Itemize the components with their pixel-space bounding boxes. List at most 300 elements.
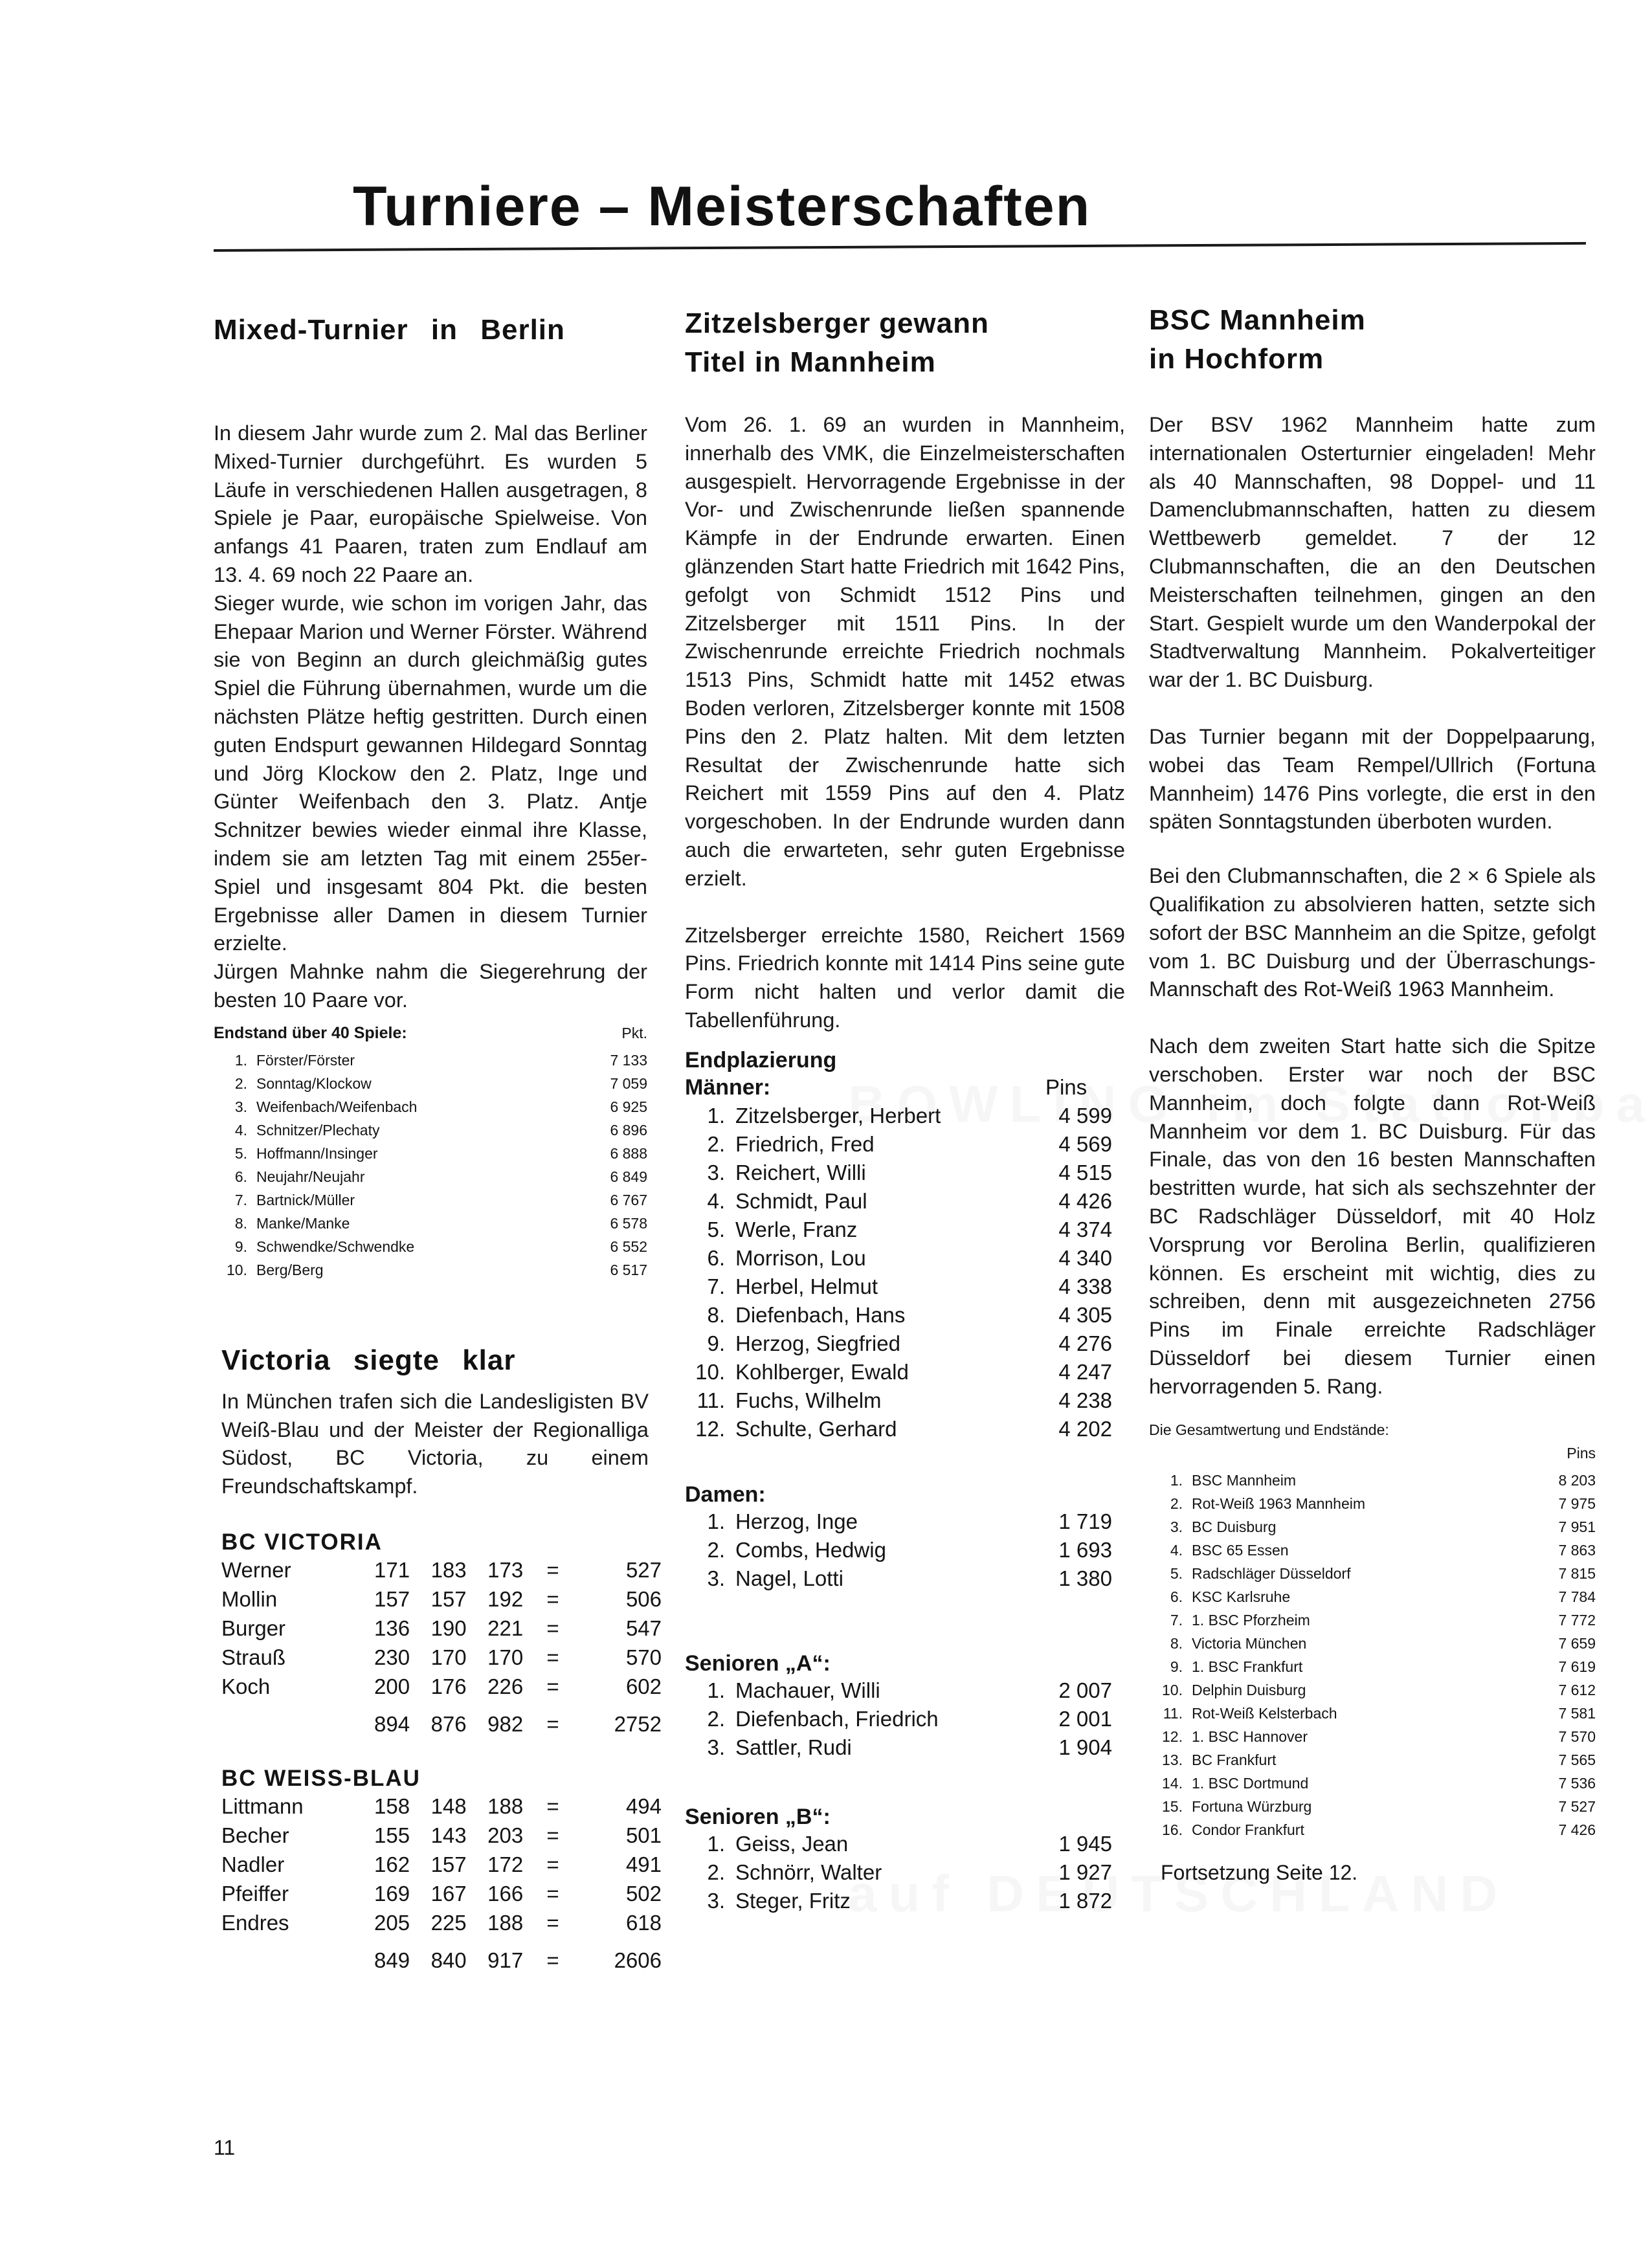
rank: 8. <box>707 1302 725 1327</box>
player-name: Kohlberger, Ewald <box>735 1359 909 1384</box>
player-name: Morrison, Lou <box>735 1245 866 1270</box>
player-row <box>221 1584 662 1614</box>
article-paragraph: Nach dem zweiten Start hatte sich die Spitze verschoben. Erster war noch der BSC Mannheim, doch folgte dann Rot-Weiß Mannheim vor dem 1. BC Duisburg. Für das Finale, das von den 16 besten Mannschaften bestritten wurde, hat sich als sechszehnter der BC Radschläger Düsseldorf, mit 40 Holz Vorsprung vor Berolina Berlin, qualifizieren können. Es erscheint mit wichtig, dies zu schreiben, denn mit ausgezeichneten 2756 Pins im Finale erreichte Radschläger Düsseldorf bei diesem Turnier einen hervorragenden 5. Rang. <box>1149 1034 1596 1398</box>
category-label: Männer: <box>685 1074 771 1100</box>
rank: 3. <box>707 1888 725 1913</box>
player-name: Littmann <box>221 1794 304 1818</box>
player-row <box>221 1821 662 1850</box>
result-row <box>685 1244 1112 1273</box>
equals-sign: = <box>546 1910 559 1935</box>
rank: 3. <box>1170 1518 1183 1535</box>
score-table <box>221 1555 662 1739</box>
standings-unit: Pkt. <box>621 1024 647 1041</box>
sum-score: 876 <box>430 1711 467 1736</box>
standings-row <box>214 1095 647 1118</box>
club-name: KSC Karlsruhe <box>1192 1588 1291 1605</box>
game-score: 172 <box>487 1852 524 1876</box>
pins: 4 515 <box>1058 1160 1112 1184</box>
rank: 2. <box>707 1131 725 1156</box>
team-block-weiss-blau <box>221 1765 662 1975</box>
player-total: 602 <box>625 1674 662 1698</box>
club-name: BC Frankfurt <box>1192 1751 1277 1768</box>
points: 6 888 <box>610 1144 647 1162</box>
article-paragraph: Sieger wurde, wie schon im vorigen Jahr, das Ehepaar Marion und Werner Förster. Während sie von Beginn an durch gleichmäßig gutes Spiel die Führung übernahmen, wurde um die nächsten Plätze heftig gestritten. Durch einen guten Endspurt gewannen Hildegard Sonntag und Jörg Klockow den 2. Platz, Inge und Günter Weifenbach den 3. Platz. Antje Schnitzer bewies wieder einmal ihre Klasse, indem sie am letzten Tag mit einem 255er-Spiel und insgesamt 804 Pkt. die besten Ergebnisse aller Damen in diesem Turnier erzielte. <box>214 591 647 955</box>
rank: 1. <box>1170 1471 1183 1489</box>
pins: 1 693 <box>1058 1537 1112 1562</box>
pins: 7 527 <box>1558 1797 1596 1815</box>
player-name: Combs, Hedwig <box>735 1537 886 1562</box>
rank: 2. <box>234 1074 247 1092</box>
result-row <box>685 1676 1112 1705</box>
standings-row <box>1149 1585 1596 1608</box>
rank: 3. <box>707 1566 725 1590</box>
club-name: Condor Frankfurt <box>1192 1821 1304 1838</box>
game-score: 190 <box>430 1616 467 1640</box>
game-score: 205 <box>374 1910 410 1935</box>
article-heading: Victoria siegte klar <box>221 1344 516 1376</box>
sum-score: 849 <box>374 1948 410 1972</box>
player-total: 506 <box>625 1586 662 1611</box>
result-row <box>685 1887 1112 1915</box>
player-total: 618 <box>625 1910 662 1935</box>
player-name: Steger, Fritz <box>735 1888 851 1913</box>
game-score: 192 <box>487 1586 524 1611</box>
rank: 2. <box>1170 1495 1183 1512</box>
equals-sign: = <box>546 1794 559 1818</box>
article-heading-line2: in Hochform <box>1149 343 1324 375</box>
result-row <box>685 1415 1112 1443</box>
player-name: Reichert, Willi <box>735 1160 866 1184</box>
club-name: 1. BSC Pforzheim <box>1192 1611 1310 1629</box>
game-score: 221 <box>487 1616 524 1640</box>
standings-row <box>1149 1678 1596 1702</box>
result-row <box>685 1705 1112 1733</box>
equals-sign: = <box>546 1674 559 1698</box>
player-total: 502 <box>625 1881 662 1906</box>
player-row <box>221 1643 662 1672</box>
player-total: 501 <box>625 1823 662 1847</box>
standings-label: Die Gesamtwertung und Endstände: <box>1149 1421 1389 1438</box>
result-row <box>685 1329 1112 1358</box>
pair-name: Neujahr/Neujahr <box>256 1168 365 1185</box>
pins: 4 569 <box>1058 1131 1112 1156</box>
pins: 4 374 <box>1058 1217 1112 1241</box>
result-row <box>685 1358 1112 1386</box>
points: 6 517 <box>610 1261 647 1278</box>
pins: 7 565 <box>1558 1751 1596 1768</box>
player-name: Mollin <box>221 1586 278 1611</box>
rank: 1. <box>707 1103 725 1128</box>
game-score: 230 <box>374 1645 410 1669</box>
sum-score: 982 <box>487 1711 524 1736</box>
result-row <box>685 1159 1112 1187</box>
article-paragraph: Bei den Clubmannschaften, die 2 × 6 Spiele als Qualifikation zu absolvieren hatten, setzte sich sofort der BSC Mannheim an die Spitze, gefolgt vom 1. BC Duisburg und der Überraschungs-Mannschaft des Rot-Weiß 1963 Mannheim. <box>1149 864 1596 1001</box>
pins: 4 599 <box>1058 1103 1112 1128</box>
player-name: Schmidt, Paul <box>735 1188 867 1213</box>
article-paragraph: Vom 26. 1. 69 an wurden in Mannheim, innerhalb des VMK, die Einzelmeisterschaften ausgespielt. Hervorragende Ergebnisse in der Vor- und Zwischenrunde ließen spannende Kämpfe in der Endrunde erwarten. Einen glänzenden Start hatte Friedrich mit 1642 Pins, gefolgt von Schmidt 1512 Pins und Zitzelsberger mit 1511 Pins. In der Zwischenrunde erreichte Friedrich nochmals 1513 Pins, Schmidt hatte mit 1452 etwas Boden verloren, Zitzelsberger konnte mit 1508 Pins den 2. Platz halten. Mit dem letzten Resultat der Zwischenrunde hatte sich Reichert mit 1559 Pins auf den 4. Platz vorgeschoben. In der Endrunde wurden dann auch die erwarteten, sehr guten Ergebnisse erzielt. <box>685 413 1125 890</box>
article-paragraph: Der BSV 1962 Mannheim hatte zum internationalen Osterturnier eingeladen! Mehr als 40 Mannschaften, 98 Doppel- und 11 Damenclubmannschaften, hatten zu diesem Wettbewerb gemeldet. 7 der 12 Clubmannschaften, die an den Deutschen Meisterschaften teilnehmen, gingen an den Start. Gespielt wurde um den Wanderpokal der Stadtverwaltung Mannheim. Pokalverteitiger war der 1. BC Duisburg. <box>1149 413 1596 692</box>
result-row <box>685 1301 1112 1329</box>
game-score: 170 <box>430 1645 467 1669</box>
result-row <box>685 1830 1112 1858</box>
table-header <box>685 1073 1112 1102</box>
pins: 7 426 <box>1558 1821 1596 1838</box>
pins: 7 536 <box>1558 1774 1596 1792</box>
standings-row <box>1149 1818 1596 1841</box>
result-row <box>685 1733 1112 1762</box>
pins: 4 340 <box>1058 1245 1112 1270</box>
club-standings-table <box>1149 1418 1596 1841</box>
player-name: Endres <box>221 1910 289 1935</box>
player-name: Schnörr, Walter <box>735 1860 882 1884</box>
equals-sign: = <box>546 1616 559 1640</box>
article-paragraph: Jürgen Mahnke nahm die Siegerehrung der besten 10 Paare vor. <box>214 960 647 1012</box>
equals-sign: = <box>546 1557 559 1582</box>
club-name: Rot-Weiß Kelsterbach <box>1192 1704 1337 1722</box>
article-heading-line1: BSC Mannheim <box>1149 304 1366 336</box>
player-row <box>221 1850 662 1879</box>
article-zitzelsberger <box>685 304 1125 1915</box>
player-name: Herzog, Inge <box>735 1509 858 1533</box>
player-name: Diefenbach, Friedrich <box>735 1706 939 1731</box>
page-number: 11 <box>214 2136 236 2159</box>
equals-sign: = <box>546 1852 559 1876</box>
equals-sign: = <box>546 1881 559 1906</box>
player-row <box>221 1879 662 1908</box>
game-score: 143 <box>430 1823 467 1847</box>
game-score: 136 <box>374 1616 410 1640</box>
rank: 2. <box>707 1860 725 1884</box>
rank: 1. <box>707 1831 725 1856</box>
game-score: 155 <box>374 1823 410 1847</box>
player-total: 527 <box>625 1557 662 1582</box>
result-row <box>685 1102 1112 1130</box>
rank: 16. <box>1162 1821 1183 1838</box>
article-victoria-siegte-klar <box>214 1341 662 1975</box>
standings-row <box>1149 1608 1596 1632</box>
player-name: Friedrich, Fred <box>735 1131 875 1156</box>
rank: 10. <box>227 1261 247 1278</box>
pins: 7 581 <box>1558 1704 1596 1722</box>
pins: 7 570 <box>1558 1728 1596 1745</box>
player-name: Becher <box>221 1823 289 1847</box>
club-name: 1. BSC Dortmund <box>1192 1774 1309 1792</box>
seniors-b-results-table <box>685 1830 1112 1915</box>
men-results-table <box>685 1073 1112 1443</box>
pins: 7 619 <box>1558 1658 1596 1675</box>
game-score: 157 <box>374 1586 410 1611</box>
equals-sign: = <box>546 1586 559 1611</box>
page-title: Turniere – Meisterschaften <box>353 175 1091 238</box>
pins: 7 863 <box>1558 1541 1596 1559</box>
pair-name: Sonntag/Klockow <box>256 1074 372 1092</box>
player-name: Strauß <box>221 1645 286 1669</box>
game-score: 167 <box>430 1881 467 1906</box>
points: 7 059 <box>610 1074 647 1092</box>
club-name: Rot-Weiß 1963 Mannheim <box>1192 1495 1366 1512</box>
rank: 8. <box>234 1214 247 1232</box>
standings-row <box>1149 1515 1596 1539</box>
rank: 9. <box>707 1331 725 1355</box>
result-row <box>685 1564 1112 1593</box>
player-name: Herzog, Siegfried <box>735 1331 900 1355</box>
game-score: 225 <box>430 1910 467 1935</box>
rank: 6. <box>1170 1588 1183 1605</box>
player-name: Burger <box>221 1616 286 1640</box>
game-score: 169 <box>374 1881 410 1906</box>
player-name: Werle, Franz <box>735 1217 858 1241</box>
player-name: Sattler, Rudi <box>735 1735 852 1759</box>
rank: 7. <box>1170 1611 1183 1629</box>
pins: 1 927 <box>1058 1860 1112 1884</box>
sum-score: 894 <box>374 1711 410 1736</box>
standings-row <box>1149 1539 1596 1562</box>
endplazierung-label: Endplazierung <box>685 1047 837 1073</box>
player-name: Diefenbach, Hans <box>735 1302 906 1327</box>
category-label: Damen: <box>685 1482 766 1507</box>
standings-row <box>1149 1748 1596 1772</box>
standings-unit: Pins <box>1567 1444 1596 1462</box>
game-score: 148 <box>430 1794 467 1818</box>
rank: 12. <box>1162 1728 1183 1745</box>
rank: 3. <box>707 1160 725 1184</box>
column-middle <box>685 304 1125 1915</box>
pins: 4 338 <box>1058 1274 1112 1298</box>
game-score: 176 <box>430 1674 467 1698</box>
rank: 5. <box>1170 1564 1183 1582</box>
points: 6 578 <box>610 1214 647 1232</box>
result-row <box>685 1273 1112 1301</box>
player-name: Fuchs, Wilhelm <box>735 1388 882 1412</box>
pins: 1 719 <box>1058 1509 1112 1533</box>
points: 6 767 <box>610 1191 647 1208</box>
pins: 7 612 <box>1558 1681 1596 1698</box>
player-total: 491 <box>625 1852 662 1876</box>
player-name: Nagel, Lotti <box>735 1566 843 1590</box>
standings-label: Endstand über 40 Spiele: <box>214 1023 407 1042</box>
team-total: 2606 <box>614 1948 662 1972</box>
pins: 1 904 <box>1058 1735 1112 1759</box>
rank: 15. <box>1162 1797 1183 1815</box>
rank: 9. <box>234 1238 247 1255</box>
pins: 4 238 <box>1058 1388 1112 1412</box>
rank: 3. <box>234 1098 247 1115</box>
column-right <box>1149 301 1596 1885</box>
pins: 4 202 <box>1058 1416 1112 1441</box>
player-name: Werner <box>221 1557 291 1582</box>
sum-score: 917 <box>487 1948 524 1972</box>
result-row <box>685 1507 1112 1536</box>
standings-header <box>1149 1418 1596 1441</box>
result-row <box>685 1216 1112 1244</box>
team-total: 2752 <box>614 1711 662 1736</box>
player-row <box>221 1792 662 1821</box>
rank: 11. <box>1163 1704 1183 1722</box>
standings-row <box>1149 1562 1596 1585</box>
points: 6 925 <box>610 1098 647 1115</box>
team-name: BC WEISS-BLAU <box>221 1765 421 1791</box>
article-heading-line1: Zitzelsberger gewann <box>685 307 989 339</box>
standings-header <box>214 1021 647 1045</box>
standings-unit-row <box>1149 1441 1596 1465</box>
standings-row <box>1149 1772 1596 1795</box>
standings-row <box>1149 1632 1596 1655</box>
player-row <box>221 1672 662 1701</box>
team-sum-row <box>221 1701 662 1739</box>
rank: 5. <box>234 1144 247 1162</box>
rank: 1. <box>707 1678 725 1702</box>
points: 7 133 <box>610 1051 647 1069</box>
rank: 13. <box>1162 1751 1183 1768</box>
article-heading: Mixed-Turnier in Berlin <box>214 314 565 346</box>
pins: 1 380 <box>1058 1566 1112 1590</box>
rank: 4. <box>234 1121 247 1139</box>
equals-sign: = <box>546 1823 559 1847</box>
player-total: 570 <box>625 1645 662 1669</box>
game-score: 188 <box>487 1794 524 1818</box>
article-paragraph: In München trafen sich die Landesligisten BV Weiß-Blau und der Meister der Regionalliga Südost, BC Victoria, zu einem Freundschaftskampf. <box>221 1389 649 1498</box>
standings-row <box>214 1188 647 1212</box>
player-row <box>221 1614 662 1643</box>
rank: 5. <box>707 1217 725 1241</box>
article-mixed-turnier-berlin <box>214 311 647 1282</box>
standings-row <box>214 1212 647 1235</box>
pins: 4 305 <box>1058 1302 1112 1327</box>
equals-sign: = <box>546 1948 559 1972</box>
article-bsc-mannheim <box>1149 301 1596 1885</box>
player-name: Machauer, Willi <box>735 1678 880 1702</box>
player-total: 494 <box>625 1794 662 1818</box>
club-name: BSC 65 Essen <box>1192 1541 1289 1559</box>
pins: 2 001 <box>1058 1706 1112 1731</box>
pins: 7 659 <box>1558 1634 1596 1652</box>
club-name: Delphin Duisburg <box>1192 1681 1306 1698</box>
result-row <box>685 1536 1112 1564</box>
game-score: 157 <box>430 1852 467 1876</box>
rank: 10. <box>1162 1681 1183 1698</box>
standings-row <box>214 1118 647 1142</box>
pins: 4 426 <box>1058 1188 1112 1213</box>
rank: 6. <box>707 1245 725 1270</box>
pair-name: Hoffmann/Insinger <box>256 1144 378 1162</box>
pair-name: Berg/Berg <box>256 1261 324 1278</box>
rank: 6. <box>234 1168 247 1185</box>
rank: 9. <box>1170 1658 1183 1675</box>
column-left <box>214 311 662 1975</box>
equals-sign: = <box>546 1711 559 1736</box>
game-score: 226 <box>487 1674 524 1698</box>
club-name: Radschläger Düsseldorf <box>1192 1564 1351 1582</box>
article-heading-line2: Titel in Mannheim <box>685 346 936 378</box>
category-label: Senioren „A“: <box>685 1651 831 1676</box>
pins: 2 007 <box>1058 1678 1112 1702</box>
team-block-victoria <box>221 1529 662 1739</box>
game-score: 166 <box>487 1881 524 1906</box>
game-score: 188 <box>487 1910 524 1935</box>
pair-name: Manke/Manke <box>256 1214 350 1232</box>
pins: 1 945 <box>1058 1831 1112 1856</box>
club-name: 1. BSC Frankfurt <box>1192 1658 1303 1675</box>
pins: 4 247 <box>1058 1359 1112 1384</box>
game-score: 162 <box>374 1852 410 1876</box>
rank: 11. <box>697 1388 725 1412</box>
player-name: Herbel, Helmut <box>735 1274 878 1298</box>
standings-table <box>214 1021 647 1282</box>
game-score: 171 <box>374 1557 410 1582</box>
game-score: 200 <box>374 1674 410 1698</box>
article-paragraph: Das Turnier begann mit der Doppelpaarung, wobei das Team Rempel/Ullrich (Fortuna Mannheim) 1476 Pins vorlegte, die erst in den späten Sonntagstunden überboten wurden. <box>1149 724 1596 834</box>
rank: 14. <box>1162 1774 1183 1792</box>
team-sum-row <box>221 1937 662 1975</box>
women-results-table <box>685 1507 1112 1593</box>
rank: 8. <box>1170 1634 1183 1652</box>
rank: 10. <box>695 1359 725 1384</box>
pins: 1 872 <box>1058 1888 1112 1913</box>
rank: 7. <box>234 1191 247 1208</box>
sum-score: 840 <box>430 1948 467 1972</box>
club-name: Fortuna Würzburg <box>1192 1797 1312 1815</box>
category-label: Senioren „B“: <box>685 1804 831 1829</box>
rank: 1. <box>234 1051 247 1069</box>
unit-label: Pins <box>1045 1074 1088 1099</box>
pins: 7 815 <box>1558 1564 1596 1582</box>
article-paragraph: In diesem Jahr wurde zum 2. Mal das Berliner Mixed-Turnier durchgeführt. Es wurden 5 Läufe in verschiedenen Hallen ausgetragen, 8 Spiele je Paar, europäische Spielweise. Von anfangs 41 Paaren, traten zum Endlauf am 13. 4. 69 noch 22 Paare an. <box>214 421 647 586</box>
game-score: 183 <box>430 1557 467 1582</box>
title-rule <box>214 242 1586 252</box>
rank: 2. <box>707 1537 725 1562</box>
pair-name: Schnitzer/Plechaty <box>256 1121 380 1139</box>
rank: 1. <box>707 1509 725 1533</box>
standings-row <box>214 1049 647 1072</box>
pins: 7 772 <box>1558 1611 1596 1629</box>
points: 6 552 <box>610 1238 647 1255</box>
game-score: 203 <box>487 1823 524 1847</box>
standings-row <box>1149 1795 1596 1818</box>
score-table <box>221 1792 662 1975</box>
game-score: 173 <box>487 1557 524 1582</box>
result-row <box>685 1386 1112 1415</box>
pins: 7 784 <box>1558 1588 1596 1605</box>
points: 6 849 <box>610 1168 647 1185</box>
points: 6 896 <box>610 1121 647 1139</box>
standings-row <box>1149 1492 1596 1515</box>
pair-name: Förster/Förster <box>256 1051 355 1069</box>
player-name: Zitzelsberger, Herbert <box>735 1103 941 1128</box>
standings-row <box>1149 1655 1596 1678</box>
pair-name: Weifenbach/Weifenbach <box>256 1098 418 1115</box>
rank: 4. <box>1170 1541 1183 1559</box>
standings-row <box>214 1165 647 1188</box>
result-row <box>685 1130 1112 1159</box>
rank: 4. <box>707 1188 725 1213</box>
article-paragraph: Zitzelsberger erreichte 1580, Reichert 1569 Pins. Friedrich konnte mit 1414 Pins seine gute Form nicht halten und verlor damit die Tabellenführung. <box>685 923 1125 1032</box>
player-row <box>221 1555 662 1584</box>
standings-row <box>214 1235 647 1258</box>
standings-row <box>1149 1469 1596 1492</box>
pins: 7 951 <box>1558 1518 1596 1535</box>
player-total: 547 <box>625 1616 662 1640</box>
standings-row <box>214 1258 647 1282</box>
player-name: Geiss, Jean <box>735 1831 849 1856</box>
club-name: Victoria München <box>1192 1634 1307 1652</box>
club-name: BC Duisburg <box>1192 1518 1277 1535</box>
result-row <box>685 1187 1112 1216</box>
game-score: 157 <box>430 1586 467 1611</box>
pins: 8 203 <box>1558 1471 1596 1489</box>
rank: 12. <box>695 1416 725 1441</box>
player-name: Schulte, Gerhard <box>735 1416 897 1441</box>
team-name: BC VICTORIA <box>221 1529 383 1555</box>
